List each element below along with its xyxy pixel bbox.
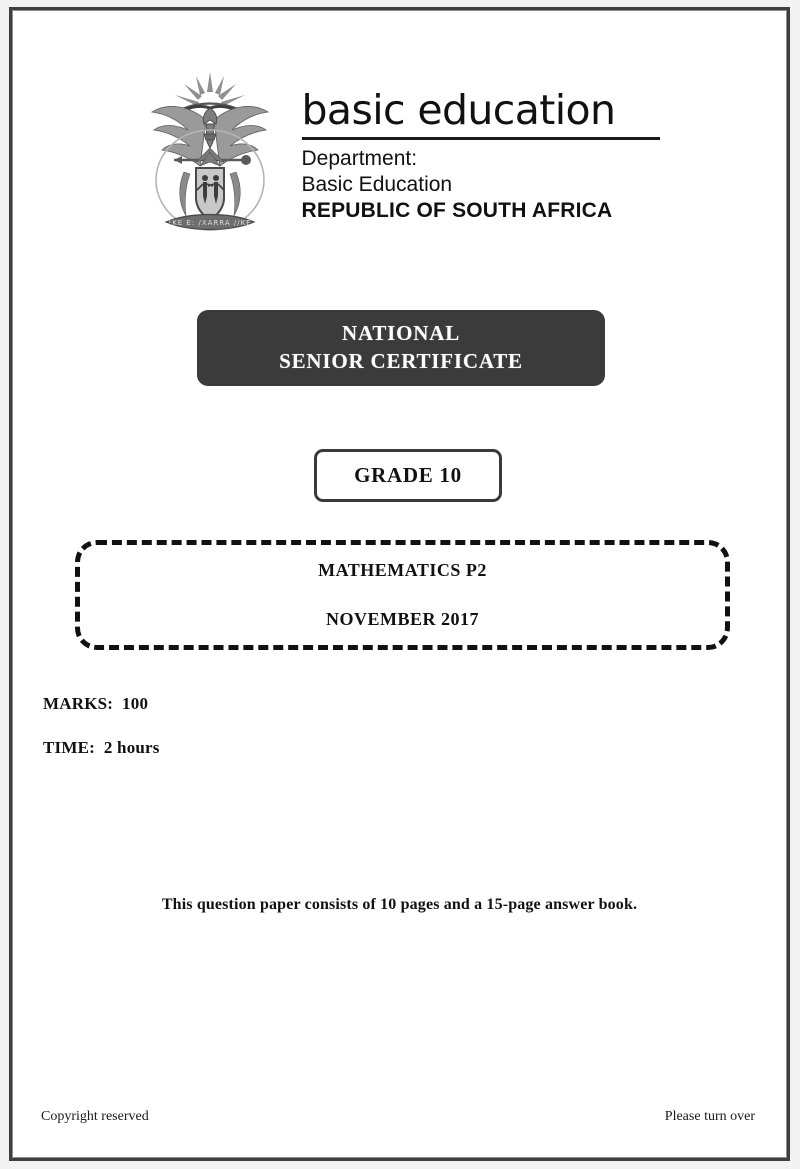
svg-text:!KE E: /XARRA //KE: !KE E: /XARRA //KE [167,219,252,227]
brand-block [302,62,660,224]
footer-turn-over: Please turn over [664,1109,755,1124]
department-line-3: REPUBLIC OF SOUTH AFRICA [301,198,613,222]
subject-box [75,540,730,650]
banner-line-national: NATIONAL [341,321,461,346]
exam-cover-page [14,12,785,1156]
time-line: TIME: 2 hours [43,738,160,757]
department-line-1: Department: [301,146,418,170]
marks-line: MARKS: 100 [43,694,149,713]
grade-label: GRADE 10 [354,463,462,487]
national-senior-certificate-banner [197,310,605,386]
footer-copyright: Copyright reserved [41,1109,149,1124]
subject-name: MATHEMATICS P2 [318,560,487,580]
banner-line-senior-certificate: SENIOR CERTIFICATE [279,349,523,373]
exam-session: NOVEMBER 2017 [325,609,479,629]
basic-education-wordmark: basic education [301,86,616,134]
page-footer [41,1109,755,1125]
department-line-2: Basic Education [301,172,453,196]
masthead [14,62,785,242]
exam-meta-block [43,694,160,782]
south-african-coat-of-arms-icon [140,62,280,242]
grade-box [314,449,502,502]
wordmark-rule [302,137,660,140]
page-count-note: This question paper consists of 10 pages and a 15-page answer book. [161,896,638,913]
